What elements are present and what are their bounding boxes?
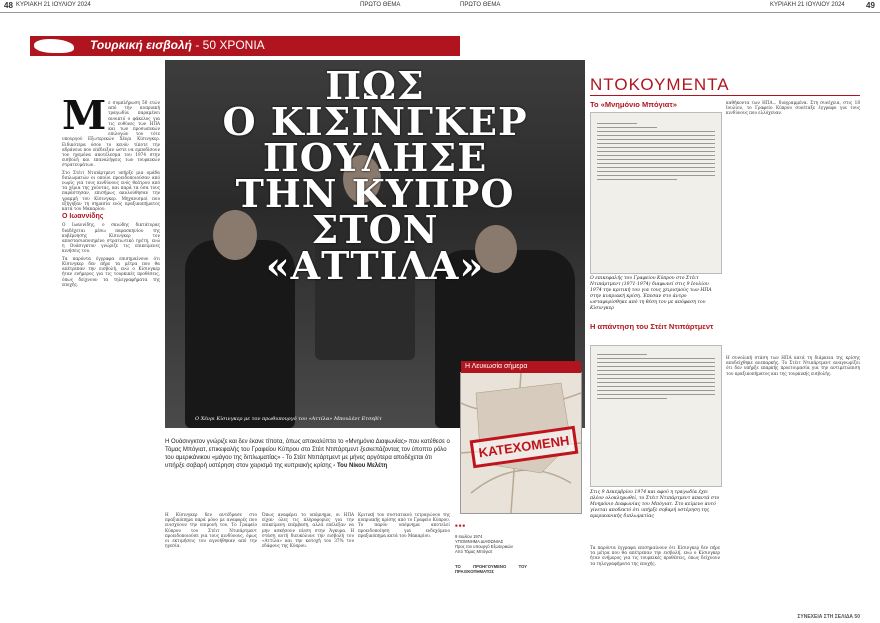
article-column-left [62, 100, 160, 610]
headline-line-2: Ο ΚΙΣΙΝΓΚΕΡ [222, 99, 528, 144]
photo-caption: Ο Χένρι Κίσινγκερ με τον πρωθυπουργό του «Αττίλα» Μπουλέντ Ετσεβίτ [195, 416, 382, 422]
documents-column-a: Τα παρόντα έγγραφα επισημαίνουν ότι Κίσινγκερ δεν πήρε τα μέτρα που θα απέτρεπαν την εισβολή, ενώ ο Κίσινγκερ ήταν ενήμερος για τις τουρκικές προθέσεις, όπως δείχνουν τα τηλεγραφήματα της εποχής. [590, 545, 720, 566]
article-para2: Στο Στέιτ Ντιπάρτμεντ υπήρξε μια ομάδα διπλωματών οι οποίοι προειδοποιούσαν από νωρίς για τους κινδύνους ενός θεάτρου από τα χέρια της χούντας, και παρά τα όσα τους παράστησαν, επισήμως ακολούθησαν την γραμμή του Κίσινγκερ. Μηχανισμοί που εξήγηξαν τη σημασία ενός πραξικοπήματος κατά του Μακαρίου. [62, 169, 160, 212]
map-label: Η Λευκωσία σήμερα [461, 361, 581, 373]
memo-date-block [455, 518, 527, 610]
documents-rule [590, 95, 860, 96]
headline-line-6: «ΑΤΤΙΛΑ» [265, 243, 485, 288]
lead-paragraph [165, 438, 450, 508]
headline-line-3: ΠΟΥΛΗΣΕ [262, 135, 488, 180]
map-inset [460, 363, 582, 514]
page-footer [0, 612, 880, 623]
headline [165, 63, 585, 288]
documents-sub2: Η απάντηση του Στέιτ Ντιπάρτμεντ [590, 322, 714, 331]
subhead-ioannidis: Ο Ιωαννίδης [62, 213, 104, 221]
page-header [0, 0, 880, 13]
cyprus-map-icon [34, 39, 74, 53]
documents-caption1: Ο επικεφαλής του Γραφείου Κύπρου στο Στέιτ Ντιπάρτμεντ (1971-1974) διαφωνεί στις 9 Ιουλίου 1974 την κριτική του για τους χειρισμούς των ΗΠΑ στην κυπριακή κρίση. Έπεσαν στο άντρο ωσταφυρίσθηκε από τη θέση του με απόφαση του Κίσινγκερ [590, 276, 712, 311]
documents-caption2: Στις 9 Δεκεμβρίου 1974 και αφού η τραγωδία έχει πλέον ολοκληρωθεί, το Στέιτ Ντιπάρτμεντ απαντά στο Μνημόνιο Διαφωνίας του Μπόγιατ. Στο κείμενο αυτό γίνεται αποδεκτό ότι υπήρξε σοβαρή υστέρηση της αμερικανικής διπλωματίας [590, 490, 720, 519]
right-page-number: 49 [866, 1, 875, 10]
documents-column-b: καθήκοντα των ΗΠΑ... διαγραμμένα. Στη συνέχεια, στις 18 Ιουλίου, το Γραφείο Κύπρου συνέταξε έγγραφο για τους κινδύνους που ελλόχευαν. [726, 100, 860, 116]
byline: - Του Νίκου Μελέτη [333, 463, 388, 469]
left-page-number: 48 [4, 1, 13, 10]
memo-bullets: ■ ■ ■ [455, 523, 465, 529]
banner-title-main: Τουρκική εισβολή [90, 38, 192, 52]
article-para4: Τα παρόντα έγγραφα επισημαίνουν ότι Κίσινγκερ δεν πήρε τα μέτρα που θα απέτρεπαν την εισβολή, ενώ ο Κίσινγκερ ήταν ενήμερος για τις τουρκικές προθέσεις, όπως δείχνουν τα τηλεγραφήματα της εποχής. [62, 255, 160, 287]
article-column-mid2: Όπως αναφέρει το υπόμνημα, οι ΗΠΑ είχαν όλες τις πληροφορίες για την επικείμενη επέμβαση, αλλά επέλεξαν να μην ασκήσουν πίεση στην Άγκυρα. Η στάση αυτή διευκόλυνε την εισβολή του «Αττίλα» και την κατοχή του 37% του εδάφους της Κύπρου. [262, 512, 354, 549]
dropcap: Μ [62, 100, 107, 139]
header-section-right: ΠΡΩΤΟ ΘΕΜΑ [460, 2, 501, 8]
headline-line-1: ΠΩΣ [325, 63, 425, 108]
header-section-left: ΠΡΩΤΟ ΘΕΜΑ [360, 2, 401, 8]
documents-column-c: Η συνολική στάση των ΗΠΑ κατά τη διάρκεια της κρίσης αποδείχθηκε ανεπαρκής. Το Στέιτ Ντιπάρτμεντ αναγνωρίζει ότι δεν υπήρξε επαρκής προετοιμασία για την αντιμετώπιση του πραξικοπήματος και της τουρκικής εισβολής. [726, 355, 860, 376]
documents-title: ΝΤΟΚΟΥΜΕΝΤΑ [590, 75, 730, 94]
occupied-stamp: ΚΑΤΕΧΟΜΕΝΗ [470, 426, 579, 468]
article-column-mid1: Η Κίσινγκερ δεν αντέδρασε στο πραξικόπημα παρά μόνο με αναφορές που ενισχύουν την επιμονή του. Το Γραφείο Κύπρου του Στέιτ Ντιπάρτμεντ προειδοποιούσε για τους κινδύνους, όμως οι εκτιμήσεις του αγνοήθηκαν από την ηγεσία. [165, 512, 257, 549]
left-date: ΚΥΡΙΑΚΗ 21 ΙΟΥΛΙΟΥ 2024 [16, 2, 91, 8]
memo-document-image [590, 112, 722, 274]
headline-line-4: ΤΗΝ ΚΥΠΡΟ [235, 171, 515, 216]
response-document-image [590, 345, 722, 487]
continue-note: ΣΥΝΕΧΕΙΑ ΣΤΗ ΣΕΛΙΔΑ 50 [797, 614, 860, 620]
documents-sub1: Το «Μνημόνιο Μπόγιατ» [590, 100, 677, 109]
article-intro: ε συμπλήρωση 50 ετών από την κυπριακή τραγωδία παραμένει ανοικτό ο φάκελος για τις ευθύνες των ΗΠΑ και των προσωπικών επιλογών του τότε υπουργού Εξωτερικών Χένρι Κίσινγκερ. Ειδικότερα όσον το κενόν τίποτε την αδράνεια που επέδειξαν ώστε να εμποδίσουν τον ηγεμόνα αποτέλεσμα του 1974 στην εισβολή και επαναλήψεις των τουρκικών στρατευμάτων. [62, 100, 160, 168]
banner-title [90, 38, 265, 52]
headline-line-5: ΣΤΟΝ [311, 207, 439, 252]
article-column-mid3: Κριτική του συστατικού τετραγώνου της κυπριακής κρίσης από το Γραφείο Κύπρου. Το παρόν υπόμνημα αποτελεί προειδοποίηση για ενδεχόμενο πραξικόπημα κατά του Μακαρίου. [358, 512, 450, 538]
memo-heading: ΤΟ ΠΡΟΗΓΟΥΜΕΝΟ ΤΟΥ ΠΡΑΞΙΚΟΠΗΜΑΤΟΣ [455, 563, 527, 574]
section-banner [30, 36, 460, 56]
article-para3: Ο Ιωαννίδης, ο σκιώδης δικτάτορας διαδέχεται μέσω παρασκηνίου της κυβέρνησης Κίσινγκερ τον αποστασιοποιημένο στρατιωτικό ηγέτη, ενώ η Ουάσιγκτον γνώριζε τις επικείμενες κινήσεις του. [62, 222, 160, 254]
right-date: ΚΥΡΙΑΚΗ 21 ΙΟΥΛΙΟΥ 2024 [770, 2, 845, 8]
banner-title-sub: - 50 ΧΡΟΝΙΑ [195, 38, 265, 52]
lead-text: Η Ουάσινγκτον γνώριζε και δεν έκανε τίποτα, όπως αποκαλύπτει το «Μνημόνιο Διαφωνίας» που κατέθεσε ο Τόμας Μπόγιατ, επικεφαλής του Γραφείου Κύπρου στο Στέιτ Ντιπάρτμεντ ξεσκεπάζοντας τον ύποπτο ρόλο του αμερικάνικου «μάγου της διπλωματίας» - Το Στέιτ Ντιπάρτμεντ με μήνες αργότερα αποδέχεται ότι υπήρξε σοβαρή υστέρηση στον χειρισμό της κυπριακής κρίσης [165, 439, 450, 469]
memo-date-caption: 9 Ιουλίου 1974 ΥΠΟΜΝΗΜΑ ΔΙΑΦΩΝΙΑΣ Προς τον υπουργό Εξωτερικών Από Τόμας Μπόγιατ [455, 533, 513, 555]
